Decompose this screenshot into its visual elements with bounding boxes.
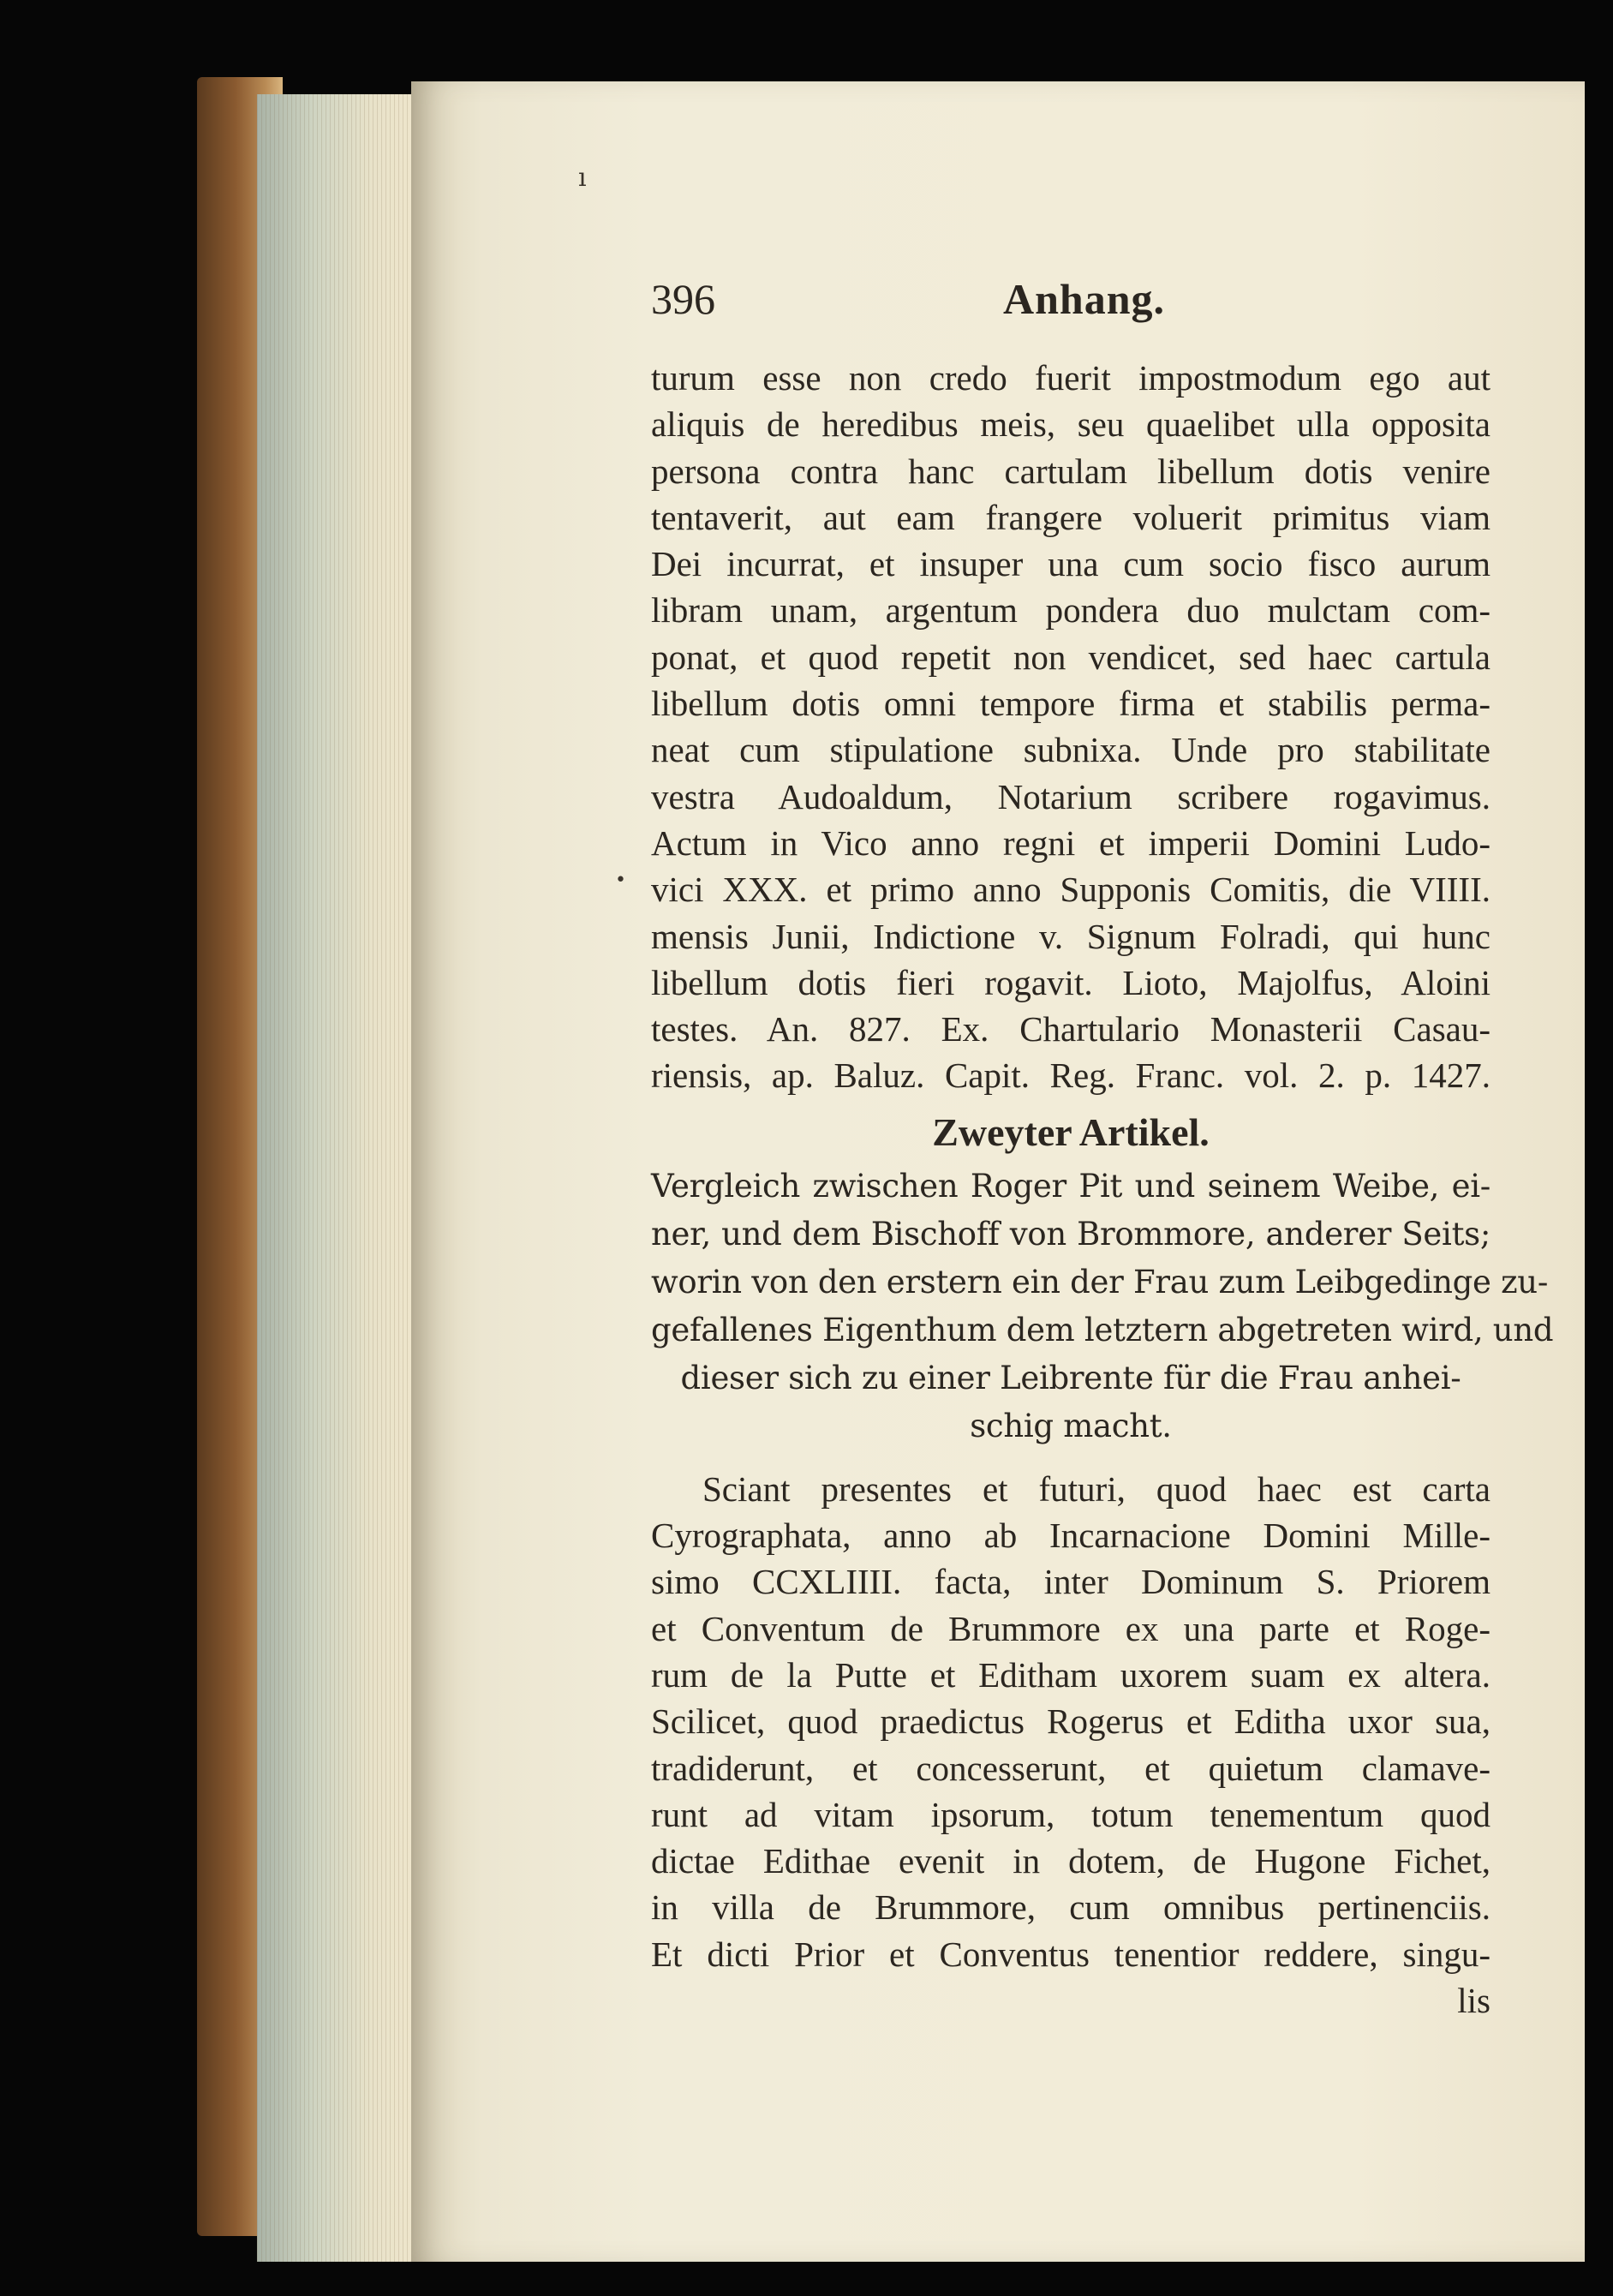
text-line: runt ad vitam ipsorum, totum tenementum quod [651,1794,1491,1834]
summary-line: worin von den erstern ein der Frau zum Leibgedinge zu- [651,1263,1549,1300]
text-line: tentaverit, aut eam frangere voluerit primitus viam [651,497,1491,537]
page-header [651,276,1491,355]
text-line: testes. An. 827. Ex. Chartulario Monasterii Casau- [651,1009,1491,1049]
text-line: et Conventum de Brummore ex una parte et Roge- [651,1608,1491,1648]
latin-paragraph-2 [651,1466,1491,2024]
text-line: vici XXX. et primo anno Supponis Comitis, die VIIII. [651,870,1491,910]
article-title: Zweyter Artikel. [932,1109,1210,1154]
text-line: vestra Audoaldum, Notarium scribere rogavimus. [651,776,1491,816]
summary-line: dieser sich zu einer Leibrente für die Frau anhei- [680,1359,1461,1396]
text-line: Sciant presentes et futuri, quod haec est carta [702,1468,1491,1509]
summary-line: Vergleich zwischen Roger Pit und seinem Weibe, ei- [651,1167,1491,1205]
text-line: libellum dotis omni tempore firma et stabilis perma- [651,684,1491,724]
summary-line: schig macht. [970,1407,1172,1444]
article-summary [651,1163,1554,1450]
text-line: Actum in Vico anno regni et imperii Domini Ludo- [651,822,1491,863]
text-block [651,275,1554,2024]
text-line: aliquis de heredibus meis, seu quaelibet ulla opposita [651,404,1491,445]
text-line: libram unam, argentum pondera duo mulctam com- [651,590,1491,631]
page-edges [257,94,420,2262]
text-line: persona contra hanc cartulam libellum dotis venire [651,451,1491,491]
text-line: dictae Edithae evenit in dotem, de Hugone Fichet, [651,1841,1491,1881]
text-line: riensis, ap. Baluz. Capit. Reg. Franc. vol. 2. p. 1427. [651,1055,1491,1096]
text-line: ponat, et quod repetit non vendicet, sed haec cartula [651,637,1491,677]
catchword: lis [1457,1981,1491,2021]
text-line: Cyrographata, anno ab Incarnacione Domini Mille- [651,1516,1491,1556]
text-line: neat cum stipulatione subnixa. Unde pro stabilitate [651,730,1491,770]
text-line: tradiderunt, et concesserunt, et quietum clamave- [651,1748,1491,1788]
text-line: in villa de Brummore, cum omnibus pertinenciis. [651,1887,1491,1928]
text-line: mensis Junii, Indictione v. Signum Folradi, qui hunc [651,916,1491,956]
text-line: Dei incurrat, et insuper una cum socio fisco aurum [651,544,1491,584]
text-line: turum esse non credo fuerit impostmodum ego aut [651,358,1491,398]
text-line: simo CCXLIIII. facta, inter Dominum S. Priorem [651,1562,1491,1602]
text-line: Scilicet, quod praedictus Rogerus et Editha uxor sua, [651,1701,1491,1742]
running-head: Anhang. [1002,275,1165,323]
margin-mark-left: • [615,870,626,891]
latin-paragraph-1 [651,355,1491,1099]
text-line: rum de la Putte et Editham uxorem suam ex altera. [651,1654,1491,1695]
summary-line: gefallenes Eigenthum dem letztern abgetreten wird, und [651,1311,1554,1348]
summary-line: ner, und dem Bischoff von Brommore, anderer Seits; [651,1215,1491,1253]
page-number: 396 [651,275,715,323]
text-line: libellum dotis fieri rogavit. Lioto, Majolfus, Aloini [651,962,1491,1002]
margin-mark-top: ı [578,163,587,193]
text-line: Et dicti Prior et Conventus tenentior reddere, singu- [651,1934,1491,1974]
